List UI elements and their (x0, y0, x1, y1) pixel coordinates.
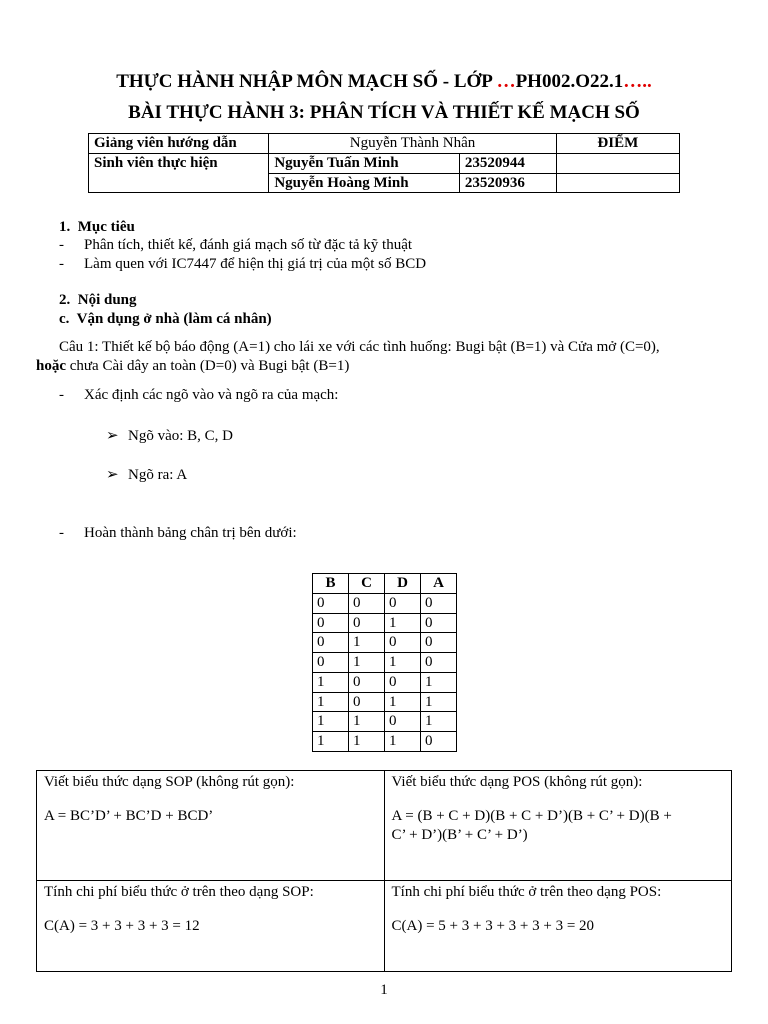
sop-label: Viết biểu thức dạng SOP (không rút gọn): (44, 774, 295, 790)
list-item-text: Phân tích, thiết kế, đánh giá mạch số từ đặc tả kỹ thuật (84, 237, 413, 253)
truth-table-header (313, 574, 457, 594)
sop-cost-value: C(A) = 3 + 3 + 3 + 3 = 12 (44, 917, 200, 934)
table-row (37, 771, 732, 881)
cell: 1 (421, 712, 457, 732)
header-cell: B (313, 574, 349, 594)
table-row (313, 672, 457, 692)
instructor-label: Giảng viên hướng dẫn (89, 134, 269, 154)
dash-icon: - (59, 237, 64, 253)
student-id: 23520944 (459, 153, 556, 173)
pos-value-line-2: C’ + D’)(B’ + C’ + D’) (391, 826, 528, 843)
dash-icon: - (59, 525, 64, 541)
cell: 0 (385, 593, 421, 613)
outputs-text: Ngõ ra: A (128, 467, 188, 483)
student-name: Nguyễn Hoàng Minh (269, 173, 460, 193)
truth-table (312, 573, 457, 752)
pos-cost-cell (384, 881, 732, 972)
dash-icon: - (59, 387, 64, 403)
instructor-name: Nguyễn Thành Nhân (269, 134, 556, 154)
student-name: Nguyễn Tuấn Minh (269, 153, 460, 173)
score-label: ĐIỂM (556, 134, 679, 154)
inputs-text: Ngõ vào: B, C, D (128, 428, 233, 444)
sop-cost-cell (37, 881, 385, 972)
cell: 1 (313, 712, 349, 732)
student-score (556, 173, 679, 193)
cell: 1 (421, 692, 457, 712)
cell: 1 (385, 732, 421, 752)
cell: 0 (349, 593, 385, 613)
cell: 0 (313, 593, 349, 613)
list-item-text: Làm quen với IC7447 để hiện thị giá trị của một số BCD (84, 256, 427, 272)
arrow-bullet-icon: ➢ (106, 428, 119, 444)
student-id: 23520936 (459, 173, 556, 193)
cell: 1 (349, 633, 385, 653)
cell: 0 (421, 633, 457, 653)
cell: 0 (385, 633, 421, 653)
table-row (313, 712, 457, 732)
cell: 0 (421, 732, 457, 752)
header-cell: A (421, 574, 457, 594)
sop-value: A = BC’D’ + BC’D + BCD’ (44, 807, 214, 824)
title-ellipsis: … (496, 71, 516, 92)
cell: 0 (349, 613, 385, 633)
student-score (556, 153, 679, 173)
outputs-item (106, 466, 187, 485)
question-line-1: Câu 1: Thiết kế bộ báo động (A=1) cho lái xe với các tình huống: Bugi bật (B=1) và Cửa mở (C=0), (59, 339, 660, 355)
cell: 0 (313, 613, 349, 633)
title-text: THỰC HÀNH NHẬP MÔN MẠCH SỐ - LỚP (116, 71, 497, 92)
page-title (0, 70, 768, 94)
table-row (313, 732, 457, 752)
cell: 1 (421, 672, 457, 692)
table-row (313, 692, 457, 712)
cell: 1 (313, 732, 349, 752)
task-text: Hoàn thành bảng chân trị bên dưới: (84, 525, 297, 541)
cell: 1 (349, 732, 385, 752)
title-ellipsis-suffix: ….. (623, 71, 652, 92)
table-row (313, 593, 457, 613)
cell: 0 (313, 653, 349, 673)
pos-value-line-1: A = (B + C + D)(B + C + D’)(B + C’ + D)(B + (391, 807, 672, 824)
cell: 0 (421, 593, 457, 613)
table-row (313, 613, 457, 633)
header-cell: D (385, 574, 421, 594)
info-table (88, 133, 680, 193)
inputs-item (106, 427, 233, 446)
cell: 1 (313, 692, 349, 712)
cell: 0 (385, 672, 421, 692)
pos-cost-value: C(A) = 5 + 3 + 3 + 3 + 3 + 3 = 20 (391, 917, 595, 934)
cell: 1 (385, 653, 421, 673)
cell: 0 (313, 633, 349, 653)
table-row (313, 633, 457, 653)
page-subtitle: BÀI THỰC HÀNH 3: PHÂN TÍCH VÀ THIẾT KẾ MẠCH SỐ (128, 102, 640, 123)
cell: 0 (349, 672, 385, 692)
task-text: Xác định các ngõ vào và ngõ ra của mạch: (84, 387, 339, 403)
cell: 1 (313, 672, 349, 692)
cell: 1 (349, 712, 385, 732)
question-line-2 (36, 357, 349, 376)
pos-cost-label: Tính chi phí biểu thức ở trên theo dạng POS: (391, 884, 662, 900)
cell: 1 (349, 653, 385, 673)
cell: 0 (421, 613, 457, 633)
students-label: Sinh viên thực hiện (89, 153, 269, 193)
cell: 0 (421, 653, 457, 673)
pos-label: Viết biểu thức dạng POS (không rút gọn): (391, 774, 643, 790)
cell: 0 (349, 692, 385, 712)
class-code: PH002.O22.1 (515, 71, 624, 92)
dash-icon: - (59, 256, 64, 272)
cell: 1 (385, 692, 421, 712)
cell: 1 (385, 613, 421, 633)
expression-table (36, 770, 732, 972)
table-row (89, 153, 680, 173)
section-heading-objectives: 1. Mục tiêu (59, 219, 135, 235)
section-heading-content: 2. Nội dung (59, 292, 137, 308)
sop-cost-label: Tính chi phí biểu thức ở trên theo dạng SOP: (44, 884, 314, 900)
arrow-bullet-icon: ➢ (106, 467, 119, 483)
table-row (313, 653, 457, 673)
table-row (37, 881, 732, 972)
header-cell: C (349, 574, 385, 594)
section-subheading: c. Vận dụng ở nhà (làm cá nhân) (59, 311, 272, 327)
sop-cell (37, 771, 385, 881)
cell: 0 (385, 712, 421, 732)
page-number: 1 (380, 982, 388, 998)
pos-cell (384, 771, 732, 881)
question-emphasis: hoặc (36, 358, 66, 374)
table-row (89, 134, 680, 154)
question-line-2-text: chưa Cài dây an toàn (D=0) và Bugi bật (B=1) (66, 358, 350, 374)
